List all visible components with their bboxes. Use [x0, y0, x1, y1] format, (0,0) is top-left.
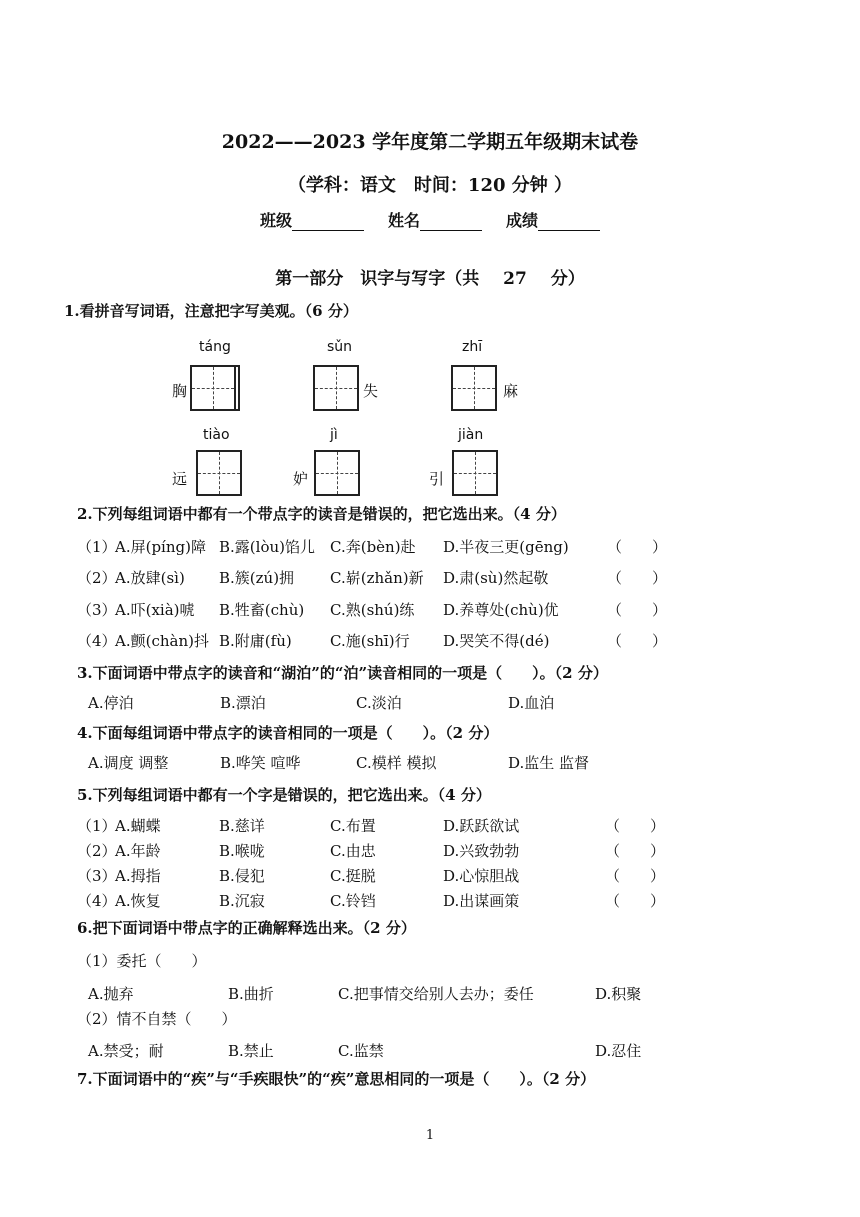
- q5-option-d: D.出谋画策: [443, 892, 520, 910]
- q2-option-a: A.放肆(sì): [115, 569, 185, 587]
- q1-pinyin-6: jiàn: [458, 427, 484, 443]
- q2-row-1: [77, 536, 777, 556]
- q5-option-a: A.蝴蝶: [115, 817, 161, 835]
- q4-title: 4.下面每组词语中带点字的读音相同的一项是（ ）。（2 分）: [77, 724, 499, 742]
- q6-sub2: （2）情不自禁（ ）: [77, 1010, 237, 1028]
- score-field: [506, 208, 600, 231]
- exam-subtitle: （学科：语文 时间：120 分钟 ）: [287, 175, 573, 196]
- q1-box-3[interactable]: [451, 365, 497, 411]
- q5-option-c: C.挺脱: [330, 867, 376, 885]
- q1-after-2: 失: [363, 382, 379, 400]
- q6-sub1-option-b: B.曲折: [228, 985, 274, 1003]
- q2-option-c: C.奔(bèn)赴: [330, 538, 416, 556]
- q5-row-2: [77, 840, 777, 860]
- q5-row-3: [77, 865, 777, 885]
- q5-answer-paren[interactable]: （ ）: [605, 817, 666, 835]
- q2-answer-paren[interactable]: （ ）: [607, 632, 668, 650]
- q6-sub1-option-c: C.把事情交给别人去办；委任: [338, 985, 534, 1003]
- q1-pinyin-3: zhī: [462, 339, 483, 355]
- q1-box-1b: [236, 365, 240, 411]
- q2-option-a: A.颤(chàn)抖: [115, 632, 209, 650]
- q5-answer-paren[interactable]: （ ）: [605, 892, 666, 910]
- q2-option-b: B.附庸(fù): [219, 632, 292, 650]
- q3-option-b: B.漂泊: [220, 694, 266, 712]
- q6-sub1: （1）委托（ ）: [77, 952, 207, 970]
- q5-option-a: A.拇指: [115, 867, 161, 885]
- name-label: 姓名: [387, 211, 420, 230]
- q1-before-5: 妒: [293, 470, 309, 488]
- q3-option-a: A.停泊: [88, 694, 134, 712]
- name-blank[interactable]: [420, 212, 482, 231]
- q2-row-4: [77, 630, 777, 650]
- name-field: [388, 208, 482, 231]
- q4-option-a: A.调度 调整: [88, 754, 169, 772]
- q1-pinyin-4: tiào: [203, 427, 230, 443]
- q2-option-c: C.施(shī)行: [330, 632, 410, 650]
- q1-before-4: 远: [172, 470, 188, 488]
- exam-title: 2022——2023 学年度第二学期五年级期末试卷: [221, 131, 639, 153]
- q5-row-4: [77, 890, 777, 910]
- q2-answer-paren[interactable]: （ ）: [607, 538, 668, 556]
- q6-sub2-options: [88, 1040, 768, 1060]
- q1-box-6[interactable]: [452, 450, 498, 496]
- q1-pinyin-2: sǔn: [327, 339, 353, 355]
- q2-option-c: C.崭(zhǎn)新: [330, 569, 424, 587]
- q5-option-b: B.喉咙: [219, 842, 265, 860]
- q4-options: [88, 752, 688, 772]
- q5-answer-paren[interactable]: （ ）: [605, 867, 666, 885]
- q2-row-num: （1）: [77, 538, 117, 556]
- q2-row-3: [77, 599, 777, 619]
- q2-option-b: B.簇(zú)拥: [219, 569, 295, 587]
- q2-option-b: B.牲畜(chù): [219, 601, 305, 619]
- q5-option-a: A.恢复: [115, 892, 161, 910]
- q1-box-1a[interactable]: [190, 365, 236, 411]
- q2-answer-paren[interactable]: （ ）: [607, 601, 668, 619]
- class-blank[interactable]: [292, 212, 364, 231]
- q2-option-a: A.屏(píng)障: [115, 538, 206, 556]
- q2-option-d: D.哭笑不得(dé): [443, 632, 550, 650]
- q5-answer-paren[interactable]: （ ）: [605, 842, 666, 860]
- q5-option-d: D.跃跃欲试: [443, 817, 520, 835]
- q5-option-d: D.心惊胆战: [443, 867, 520, 885]
- q5-option-b: B.慈详: [219, 817, 265, 835]
- q6-sub1-options: [88, 983, 768, 1003]
- q4-option-b: B.哗笑 喧哗: [220, 754, 301, 772]
- q5-option-d: D.兴致勃勃: [443, 842, 520, 860]
- q5-row-num: （3）: [77, 867, 117, 885]
- q1-box-5[interactable]: [314, 450, 360, 496]
- q4-option-d: D.监生 监督: [508, 754, 590, 772]
- q1-before-1: 胸: [172, 382, 188, 400]
- q1-title: 1.看拼音写词语，注意把字写美观。（6 分）: [64, 302, 358, 320]
- q6-sub2-option-c: C.监禁: [338, 1042, 384, 1060]
- q5-row-1: [77, 815, 777, 835]
- q6-sub1-option-d: D.积聚: [595, 985, 642, 1003]
- q6-sub1-option-a: A.抛弃: [88, 985, 134, 1003]
- q6-sub2-option-a: A.禁受；耐: [88, 1042, 164, 1060]
- q1-pinyin-1: táng: [199, 339, 231, 355]
- q3-title: 3.下面词语中带点字的读音和“湖泊”的“泊”读音相同的一项是（ ）。（2 分）: [77, 664, 608, 682]
- q6-sub2-option-d: D.忍住: [595, 1042, 642, 1060]
- q6-sub2-option-b: B.禁止: [228, 1042, 274, 1060]
- q5-option-c: C.布置: [330, 817, 376, 835]
- q3-option-d: D.血泊: [508, 694, 555, 712]
- q5-row-num: （2）: [77, 842, 117, 860]
- q5-option-c: C.铃铛: [330, 892, 376, 910]
- q1-pinyin-5: jì: [330, 427, 338, 443]
- q2-option-a: A.吓(xià)唬: [115, 601, 195, 619]
- q5-option-b: B.沉寂: [219, 892, 265, 910]
- q5-option-c: C.由忠: [330, 842, 376, 860]
- q5-option-b: B.侵犯: [219, 867, 265, 885]
- q3-options: [88, 692, 688, 712]
- q4-option-c: C.模样 模拟: [356, 754, 437, 772]
- q5-option-a: A.年龄: [115, 842, 161, 860]
- student-info-fields: [0, 208, 860, 231]
- q3-option-c: C.淡泊: [356, 694, 402, 712]
- class-field: [260, 208, 364, 231]
- q1-before-6: 引: [429, 470, 445, 488]
- q2-row-num: （2）: [77, 569, 117, 587]
- q1-after-3: 麻: [503, 382, 519, 400]
- q2-title: 2.下列每组词语中都有一个带点字的读音是错误的，把它选出来。（4 分）: [77, 505, 566, 523]
- q2-row-num: （4）: [77, 632, 117, 650]
- part1-heading: 第一部分 识字与写字（共 27 分）: [275, 269, 585, 289]
- score-blank[interactable]: [538, 212, 600, 231]
- score-label: 成绩: [506, 211, 539, 230]
- q7-title: 7.下面词语中的“疾”与“手疾眼快”的“疾”意思相同的一项是（ ）。（2 分）: [77, 1070, 596, 1088]
- page-number: 1: [425, 1128, 435, 1143]
- q1-box-4[interactable]: [196, 450, 242, 496]
- q2-option-c: C.熟(shú)练: [330, 601, 415, 619]
- q2-row-2: [77, 567, 777, 587]
- q2-row-num: （3）: [77, 601, 117, 619]
- q2-option-d: D.肃(sù)然起敬: [443, 569, 549, 587]
- q1-box-2[interactable]: [313, 365, 359, 411]
- q2-option-d: D.半夜三更(gēng): [443, 538, 569, 556]
- q5-title: 5.下列每组词语中都有一个字是错误的，把它选出来。（4 分）: [77, 786, 491, 804]
- q2-option-b: B.露(lòu)馅儿: [219, 538, 315, 556]
- class-label: 班级: [259, 211, 292, 230]
- q2-option-d: D.养尊处(chù)优: [443, 601, 559, 619]
- q5-row-num: （4）: [77, 892, 117, 910]
- q6-title: 6.把下面词语中带点字的正确解释选出来。（2 分）: [77, 919, 416, 937]
- q2-answer-paren[interactable]: （ ）: [607, 569, 668, 587]
- q5-row-num: （1）: [77, 817, 117, 835]
